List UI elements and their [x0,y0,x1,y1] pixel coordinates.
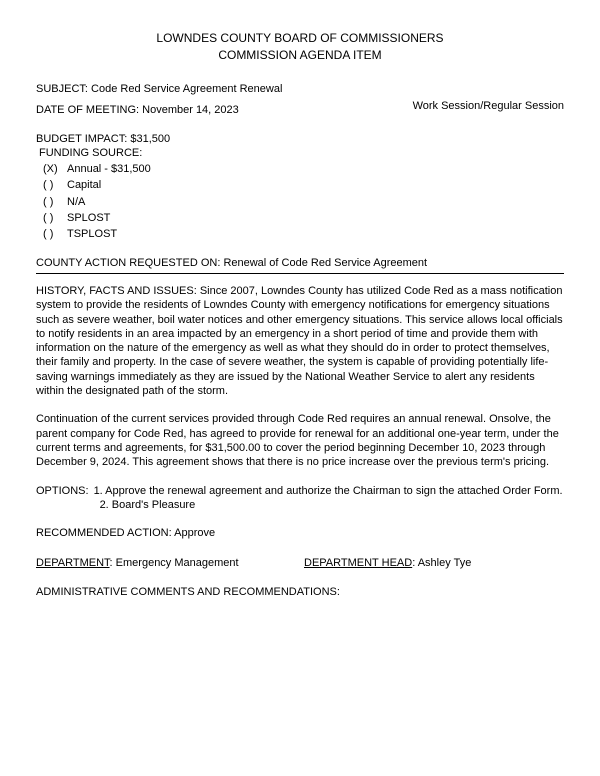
document-title-line1: LOWNDES COUNTY BOARD OF COMMISSIONERS [156,31,444,45]
meeting-date-label: DATE OF MEETING: [36,104,140,117]
funding-option-mark: ( ) [43,179,54,192]
budget-impact-label: BUDGET IMPACT: [36,132,128,145]
funding-option-mark: ( ) [43,212,54,225]
funding-option [36,227,564,241]
department-head-block [304,556,471,570]
funding-source-label: FUNDING SOURCE: [39,146,143,159]
funding-option-label: TSPLOST [67,228,118,241]
county-action-value: Renewal of Code Red Service Agreement [223,256,428,269]
department-head-value: Ashley Tye [417,557,472,570]
option-item-1: 1. Approve the renewal agreement and authorize the Chairman to sign the attached Order Form. [93,484,563,497]
funding-option-mark: ( ) [43,228,54,241]
history-paragraph: HISTORY, FACTS AND ISSUES: Since 2007, Lowndes County has utilized Code Red as a mass notification system to provide the residents of Lowndes County with emergency notifications for emergency situations such as severe weather, boil water notices and other emergency situations. This service allows local officials to notify residents in an area impacted by an emergency in a short period of time and provide them with information on the nature of the emergency as well as what they should do in order to protect themselves, their family and property. In the case of severe weather, the system is capable of providing potentially life-saving warnings immediately as they are issued by the National Weather Service to alert any residents within the designated path of the storm. [36,284,563,398]
continuation-paragraph: Continuation of the current services provided through Code Red requires an annual renewal. Onsolve, the parent company for Code Red, has agreed to provide for renewal for an additional one-year term, under the current terms and agreements, for $31,500.00 to cover the period beginning December 10, 2023 through December 9, 2024. This agreement shows that there is no price increase over the previous term's pricing. [36,413,559,469]
recommended-action-value: Approve [174,527,216,540]
department-label: DEPARTMENT [36,557,110,570]
meta-section [36,82,564,118]
option-item-2: 2. Board's Pleasure [99,498,196,511]
funding-option-mark: (X) [43,163,58,176]
budget-impact-line [36,132,564,146]
department-head-label: DEPARTMENT HEAD [304,557,413,570]
department-colon: : [109,557,113,570]
funding-option-label: Capital [67,179,102,192]
options-section [36,484,564,513]
funding-option-label: SPLOST [67,212,111,225]
session-type: Work Session/Regular Session [412,100,564,112]
county-action-line [36,256,564,274]
funding-options-list [36,162,564,241]
budget-impact-value: $31,500 [130,132,171,145]
options-items [94,484,564,513]
department-line [36,556,564,570]
subject-line [36,82,564,96]
county-action-label: COUNTY ACTION REQUESTED ON: [36,256,221,269]
funding-option-label: N/A [67,195,86,208]
subject-label: SUBJECT: [36,83,88,95]
funding-option-mark: ( ) [43,195,54,208]
funding-option [36,162,564,176]
funding-option [36,178,564,192]
department-value: Emergency Management [115,557,239,570]
document-header [36,30,564,64]
subject-value: Code Red Service Agreement Renewal [91,83,283,95]
funding-option-label: Annual - $31,500 [67,163,151,176]
budget-section [36,132,564,242]
document-title-line2: COMMISSION AGENDA ITEM [218,48,382,62]
options-label: OPTIONS: [36,484,89,497]
department-block [36,556,304,570]
meeting-date-value: November 14, 2023 [142,104,239,117]
funding-option [36,211,564,225]
department-head-colon: : [412,557,416,570]
recommended-action-label: RECOMMENDED ACTION: [36,527,172,540]
recommended-action-line [36,526,564,540]
funding-option [36,195,564,209]
admin-comments-label: ADMINISTRATIVE COMMENTS AND RECOMMENDATIONS: [36,585,340,598]
